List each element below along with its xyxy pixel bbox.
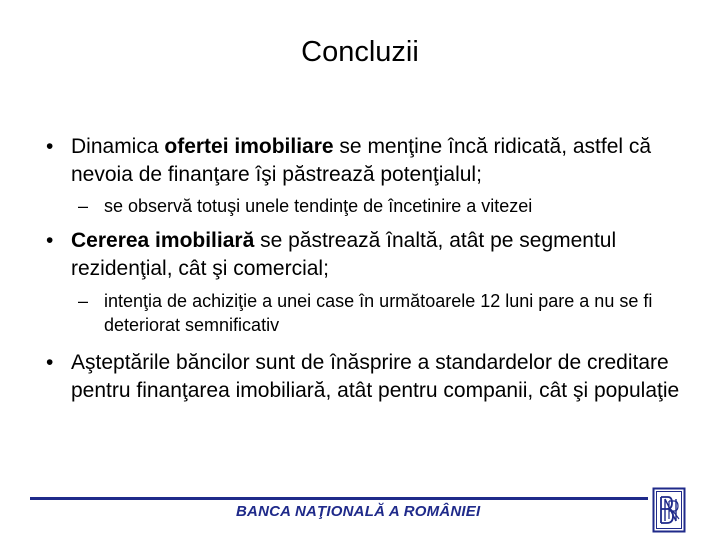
subbullet-slowdown (78, 194, 698, 218)
bullet-text (46, 133, 696, 189)
bullet-mark: • (46, 135, 54, 158)
bullet-emphasis: ofertei imobiliare (164, 135, 334, 158)
subbullet-purchase-intent (78, 289, 698, 337)
subbullet-mark: – (78, 196, 89, 216)
bullet-demand (46, 227, 696, 283)
bullet-emphasis: Cererea imobiliară (71, 229, 255, 252)
subbullet-text: intenţia de achiziţie a unei case în următoarele 12 luni pare a nu se fi deteriorat semnificativ (104, 291, 653, 335)
bnr-monogram-icon (652, 487, 686, 533)
bullet-offer (46, 133, 696, 189)
bullet-text (46, 227, 696, 283)
footer-divider (30, 497, 648, 500)
bullet-expectations (46, 349, 696, 405)
bullet-text: Aşteptările băncilor sunt de înăsprire a standardelor de creditare pentru finanţarea imobiliară, atât pentru companii, cât şi populaţie (71, 351, 680, 402)
bullet-mark: • (46, 351, 54, 374)
bullet-text-lead: Dinamica (71, 135, 165, 158)
subbullet-text: se observă totuşi unele tendinţe de încetinire a vitezei (104, 196, 533, 216)
bullet-text-rest: se păstrează înaltă, atât pe segmentul rezidenţial, cât şi comercial; (71, 229, 617, 280)
bullet-text-rest: se menţine încă ridicată, astfel că nevoia de finanţare îşi păstrează potenţialul; (71, 135, 652, 186)
slide-title: Concluzii (301, 36, 419, 68)
footer-institution-name: BANCA NAŢIONALĂ A ROMÂNIEI (236, 503, 481, 520)
subbullet-mark: – (78, 291, 89, 311)
bullet-mark: • (46, 229, 54, 252)
